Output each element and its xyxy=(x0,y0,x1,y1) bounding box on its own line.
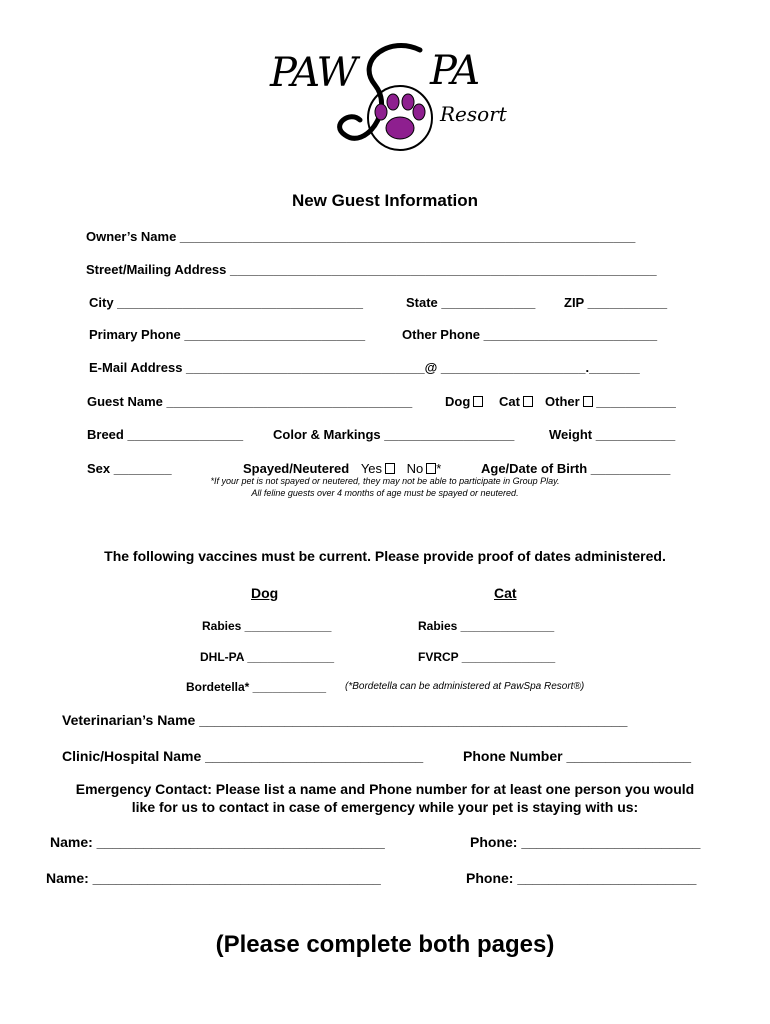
yes-label: Yes xyxy=(360,461,383,476)
emergency-heading-line1: Emergency Contact: Please list a name and Phone number for at least one person you would xyxy=(75,781,695,797)
fvrcp-field[interactable]: FVRCP ______________ xyxy=(418,650,556,664)
street-address-field[interactable]: Street/Mailing Address ___________________________________________________________ xyxy=(86,262,657,277)
species-other-option[interactable] xyxy=(545,394,676,409)
cat-label: Cat xyxy=(499,394,520,409)
cat-checkbox[interactable] xyxy=(523,396,533,407)
veterinarian-name-field[interactable]: Veterinarian’s Name _______________________________________________________ xyxy=(62,712,628,728)
bordetella-field[interactable]: Bordetella* ___________ xyxy=(186,680,327,694)
footer-note: (Please complete both pages) xyxy=(215,931,555,958)
no-checkbox[interactable] xyxy=(426,463,436,474)
bordetella-note: (*Bordetella can be administered at PawSpa Resort®) xyxy=(345,681,585,692)
owners-name-field[interactable]: Owner’s Name _______________________________________________________________ xyxy=(86,229,636,244)
dog-label: Dog xyxy=(445,394,471,409)
logo-text-right: PA xyxy=(430,48,479,94)
zip-field[interactable]: ZIP ___________ xyxy=(564,295,668,310)
logo xyxy=(270,40,510,155)
logo-subtitle: Resort xyxy=(440,102,507,126)
form-title: New Guest Information xyxy=(291,191,479,210)
other-label: Other xyxy=(545,394,580,409)
no-asterisk: * xyxy=(436,461,442,476)
dog-rabies-field[interactable]: Rabies _____________ xyxy=(202,619,332,633)
cat-vaccines-heading: Cat xyxy=(494,585,517,601)
spayed-label: Spayed/Neutered xyxy=(243,461,350,476)
clinic-name-field[interactable]: Clinic/Hospital Name ____________________________ xyxy=(62,748,424,764)
spay-note-2: All feline guests over 4 months of age must be spayed or neutered. xyxy=(251,488,519,498)
other-line[interactable]: ___________ xyxy=(596,394,676,409)
email-field[interactable]: E-Mail Address _________________________________@ ____________________._______ xyxy=(89,360,640,375)
other-phone-field[interactable]: Other Phone ________________________ xyxy=(402,327,658,342)
cat-rabies-field[interactable]: Rabies ______________ xyxy=(418,619,555,633)
dhlpa-field[interactable]: DHL-PA _____________ xyxy=(200,650,335,664)
weight-field[interactable]: Weight ___________ xyxy=(549,427,676,442)
no-label: No xyxy=(406,461,424,476)
sex-field[interactable]: Sex ________ xyxy=(87,461,172,476)
guest-name-field[interactable]: Guest Name __________________________________ xyxy=(87,394,413,409)
breed-field[interactable]: Breed ________________ xyxy=(87,427,244,442)
species-dog-option[interactable] xyxy=(445,394,483,409)
spayed-neutered-row xyxy=(243,461,441,476)
species-cat-option[interactable] xyxy=(499,394,533,409)
yes-checkbox[interactable] xyxy=(385,463,395,474)
color-markings-field[interactable]: Color & Markings __________________ xyxy=(273,427,515,442)
dog-checkbox[interactable] xyxy=(473,396,483,407)
logo-text-left: PAW xyxy=(270,50,356,96)
primary-phone-field[interactable]: Primary Phone _________________________ xyxy=(89,327,366,342)
dog-vaccines-heading: Dog xyxy=(251,585,279,601)
emergency-name-1-field[interactable]: Name: _____________________________________ xyxy=(50,834,385,850)
other-checkbox[interactable] xyxy=(583,396,593,407)
city-field[interactable]: City __________________________________ xyxy=(89,295,363,310)
vaccines-heading: The following vaccines must be current. Please provide proof of dates administered. xyxy=(104,548,666,564)
emergency-heading-line2: like for us to contact in case of emergency while your pet is staying with us: xyxy=(131,799,639,815)
emergency-phone-1-field[interactable]: Phone: _______________________ xyxy=(470,834,701,850)
emergency-name-2-field[interactable]: Name: _____________________________________ xyxy=(46,870,381,886)
clinic-phone-field[interactable]: Phone Number ________________ xyxy=(463,748,692,764)
age-dob-field[interactable]: Age/Date of Birth ___________ xyxy=(481,461,671,476)
state-field[interactable]: State _____________ xyxy=(406,295,536,310)
emergency-phone-2-field[interactable]: Phone: _______________________ xyxy=(466,870,697,886)
spay-note-1: *If your pet is not spayed or neutered, they may not be able to participate in Group Play. xyxy=(210,476,560,486)
